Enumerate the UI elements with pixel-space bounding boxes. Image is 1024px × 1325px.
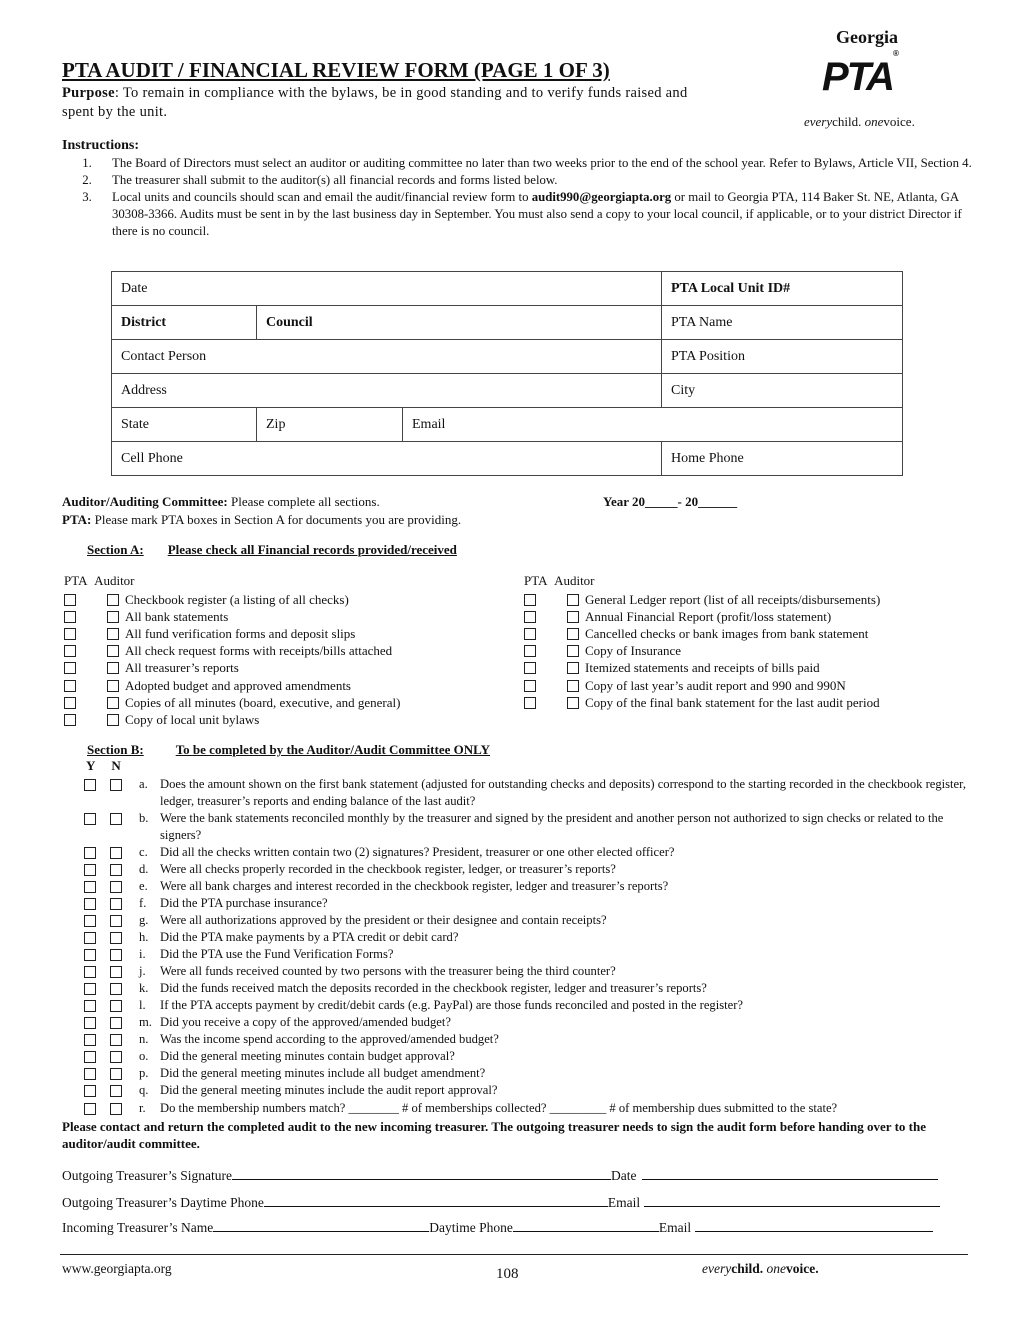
instruction-text: The treasurer shall submit to the auditor(s) all financial records and forms listed below. — [112, 173, 558, 187]
instruction-number: 3. — [82, 190, 92, 204]
no-label: N — [111, 758, 121, 773]
no-checkbox[interactable] — [110, 864, 122, 876]
checklist-label: Copy of local unit bylaws — [125, 711, 260, 727]
yes-checkbox[interactable] — [84, 932, 96, 944]
question-text: Were all checks properly recorded in the checkbook register, ledger, or treasurer’s reports? — [160, 862, 616, 876]
question-letter: i. — [139, 947, 146, 961]
city-field[interactable]: City — [662, 374, 903, 408]
question-letter: o. — [139, 1049, 149, 1063]
pta-checkbox[interactable] — [64, 714, 76, 726]
daytime-phone-field[interactable] — [513, 1218, 659, 1232]
instruction-item — [62, 189, 972, 240]
checklist-label: Adopted budget and approved amendments — [125, 677, 351, 693]
pta-checkbox[interactable] — [524, 611, 536, 623]
auditor-note-label: Auditor/Auditing Committee: — [62, 494, 228, 509]
question-letter: h. — [139, 930, 149, 944]
question-text: Did all the checks written contain two (2) signatures? President, treasurer or one other elected officer? — [160, 845, 675, 859]
checklist-label: Checkbook register (a listing of all checks) — [125, 592, 349, 607]
auditor-checkbox[interactable] — [107, 697, 119, 709]
pta-checkbox[interactable] — [524, 628, 536, 640]
question-text: Do the membership numbers match? ________ # of memberships collected? _________ # of membership dues submitted to the state? — [160, 1101, 838, 1115]
question-letter: a. — [139, 777, 148, 791]
auditor-checkbox[interactable] — [567, 628, 579, 640]
section-b-label: Section B: — [87, 742, 144, 757]
col-header-pta: PTA — [524, 573, 547, 588]
daytime-phone-label: Daytime Phone — [429, 1220, 513, 1235]
form-title: PTA AUDIT / FINANCIAL REVIEW FORM (PAGE 1 OF 3) — [62, 58, 610, 82]
yes-checkbox[interactable] — [84, 847, 96, 859]
pta-checkbox[interactable] — [524, 680, 536, 692]
purpose-body: : To remain in compliance with the bylaws, be in good standing and to verify funds raised and spent by the unit. — [62, 85, 688, 120]
yes-checkbox[interactable] — [84, 864, 96, 876]
year-field[interactable]: Year 20_____- 20______ — [603, 494, 738, 509]
incoming-name-label: Incoming Treasurer’s Name — [62, 1220, 214, 1235]
checklist-label: Copy of the final bank statement for the last audit period — [585, 694, 880, 710]
yes-checkbox[interactable] — [84, 949, 96, 961]
question-letter: m. — [139, 1015, 152, 1029]
no-checkbox[interactable] — [110, 1000, 122, 1012]
section-a-right-header — [524, 573, 595, 589]
auditor-checkbox[interactable] — [567, 594, 579, 606]
email-label: Email — [607, 1195, 641, 1210]
checklist-label: Cancelled checks or bank images from bank statement — [585, 626, 869, 642]
email-field[interactable]: Email — [403, 408, 903, 442]
no-checkbox[interactable] — [110, 1051, 122, 1063]
auditor-note — [62, 494, 380, 510]
instructions-heading: Instructions: — [62, 138, 140, 153]
local-unit-id-field[interactable]: PTA Local Unit ID# — [662, 272, 903, 306]
question-text: Were all bank charges and interest recorded in the checkbook register, ledger and treasurer’s reports? — [160, 879, 669, 893]
contact-person-field[interactable]: Contact Person — [112, 340, 662, 374]
question-letter: n. — [139, 1032, 149, 1046]
no-checkbox[interactable] — [110, 1017, 122, 1029]
question-text: Were all funds received counted by two persons with the treasurer being the third counter? — [160, 964, 616, 978]
question-text: Did the general meeting minutes include all budget amendment? — [160, 1066, 486, 1080]
instructions-list — [62, 155, 972, 240]
email2-line-field[interactable] — [695, 1218, 933, 1232]
checklist-label: All treasurer’s reports — [125, 660, 239, 676]
pta-note-label: PTA: — [62, 512, 92, 527]
yes-checkbox[interactable] — [84, 1017, 96, 1029]
pta-note-text: Please mark PTA boxes in Section A for documents you are providing. — [91, 512, 462, 527]
yes-checkbox[interactable] — [84, 813, 96, 825]
auditor-checkbox[interactable] — [567, 645, 579, 657]
col-header-auditor: Auditor — [94, 573, 135, 588]
question-text: Did you receive a copy of the approved/amended budget? — [160, 1015, 451, 1029]
footer-tagline — [702, 1261, 819, 1277]
pta-checkbox[interactable] — [524, 594, 536, 606]
yes-checkbox[interactable] — [84, 881, 96, 893]
question-text: Does the amount shown on the first bank statement (adjusted for outstanding checks and deposits) correspond to the starting recorded in the checkbook register, ledger, treasurer’s reports and ending balance of the last audit? — [160, 777, 966, 808]
question-text: Did the PTA purchase insurance? — [160, 896, 328, 910]
auditor-checkbox[interactable] — [567, 680, 579, 692]
logo-text: PTA — [822, 55, 894, 99]
tagline-every: every — [804, 114, 833, 129]
no-checkbox[interactable] — [110, 1068, 122, 1080]
date-field[interactable]: Date — [112, 272, 662, 306]
question-letter: f. — [139, 896, 147, 910]
no-checkbox[interactable] — [110, 779, 122, 791]
no-checkbox[interactable] — [110, 1034, 122, 1046]
pta-checkbox[interactable] — [64, 697, 76, 709]
pta-checkbox[interactable] — [64, 594, 76, 606]
pta-tagline — [804, 114, 915, 130]
instruction-item — [62, 155, 972, 172]
question-text: If the PTA accepts payment by credit/debit cards (e.g. PayPal) are those funds reconciled and posted in the register? — [160, 998, 744, 1012]
auditor-checkbox[interactable] — [107, 594, 119, 606]
question-letter: k. — [139, 981, 149, 995]
email-line-field[interactable] — [644, 1193, 940, 1207]
question-text: Were all authorizations approved by the president or their designee and contain receipts? — [160, 913, 607, 927]
yes-checkbox[interactable] — [84, 1085, 96, 1097]
checklist-label: Itemized statements and receipts of bills paid — [585, 660, 820, 676]
pta-logo — [822, 48, 897, 100]
no-checkbox[interactable] — [110, 932, 122, 944]
tagline-child: child. — [832, 114, 862, 129]
yes-checkbox[interactable] — [84, 1051, 96, 1063]
council-field[interactable]: Council — [257, 306, 662, 340]
purpose-text — [62, 84, 702, 122]
no-checkbox[interactable] — [110, 1103, 122, 1115]
pta-name-field[interactable]: PTA Name — [662, 306, 903, 340]
no-checkbox[interactable] — [110, 847, 122, 859]
outgoing-phone-label: Outgoing Treasurer’s Daytime Phone — [62, 1195, 264, 1210]
auditor-checkbox[interactable] — [107, 662, 119, 674]
question-letter: l. — [139, 998, 146, 1012]
question-text: Were the bank statements reconciled monthly by the treasurer and signed by the president and another person not authorized to sign checks or related to the signers? — [160, 811, 944, 842]
instruction-text: The Board of Directors must select an auditor or auditing committee no later than two weeks prior to the end of the school year. Refer to Bylaws, Article VII, Section 4. — [112, 156, 972, 170]
zip-field[interactable]: Zip — [257, 408, 403, 442]
auditor-checkbox[interactable] — [107, 680, 119, 692]
tagline-voice: voice. — [883, 114, 915, 129]
checklist-label: Copies of all minutes (board, executive, and general) — [125, 694, 401, 710]
auditor-checkbox[interactable] — [107, 611, 119, 623]
date-label: Date — [611, 1168, 637, 1183]
unit-info-table — [111, 271, 903, 476]
checklist-label: Annual Financial Report (profit/loss statement) — [585, 609, 832, 625]
section-a-title: Please check all Financial records provided/received — [167, 542, 457, 557]
instruction-text-post: or mail to Georgia PTA, 114 Baker St. NE, Atlanta, GA 30308-3366. Audits must be sent in by the last business day in September. You must also send a copy to your local council, if applicable, or to your district Director if there is no council. — [112, 190, 962, 238]
pta-checkbox[interactable] — [64, 628, 76, 640]
page-number: 108 — [496, 1266, 519, 1282]
checklist-label: All check request forms with receipts/bills attached — [125, 643, 393, 659]
question-letter: p. — [139, 1066, 149, 1080]
pta-checkbox[interactable] — [64, 680, 76, 692]
instruction-text-pre: Local units and councils should scan and email the audit/financial review form to — [112, 190, 532, 204]
question-letter: b. — [139, 811, 149, 825]
footer-voice: voice. — [786, 1261, 819, 1276]
auditor-checkbox[interactable] — [107, 645, 119, 657]
question-text: Was the income spend according to the approved/amended budget? — [160, 1032, 499, 1046]
checklist-label: General Ledger report (list of all receipts/disbursements) — [585, 592, 881, 607]
cell-phone-field[interactable]: Cell Phone — [112, 442, 662, 476]
section-b-heading — [87, 742, 490, 758]
footer-child: child. — [731, 1261, 764, 1276]
question-letter: q. — [139, 1083, 149, 1097]
footer-website[interactable]: www.georgiapta.org — [62, 1261, 172, 1276]
logo-mark: ® — [893, 48, 897, 58]
question-text: Did the general meeting minutes include the audit report approval? — [160, 1083, 498, 1097]
pta-checkbox[interactable] — [524, 645, 536, 657]
no-checkbox[interactable] — [110, 915, 122, 927]
section-a-left-header — [64, 573, 135, 589]
no-checkbox[interactable] — [110, 983, 122, 995]
footer-divider — [60, 1254, 968, 1255]
date-line-field[interactable] — [642, 1166, 938, 1180]
section-a-label: Section A: — [87, 542, 144, 557]
instruction-item — [62, 172, 972, 189]
pta-checkbox[interactable] — [524, 662, 536, 674]
yes-label: Y — [86, 758, 96, 773]
question-letter: c. — [139, 845, 148, 859]
pta-checkbox[interactable] — [524, 697, 536, 709]
incoming-name-field[interactable] — [213, 1218, 429, 1232]
outgoing-signature-label: Outgoing Treasurer’s Signature — [62, 1168, 232, 1183]
section-b-title: To be completed by the Auditor/Audit Committee ONLY — [175, 742, 490, 757]
address-field[interactable]: Address — [112, 374, 662, 408]
district-field[interactable]: District — [112, 306, 257, 340]
closing-instruction: Please contact and return the completed audit to the new incoming treasurer. The outgoing treasurer needs to sign the audit form before handing over to the auditor/audit committee. — [62, 1119, 926, 1151]
auditor-checkbox[interactable] — [567, 697, 579, 709]
no-checkbox[interactable] — [110, 1085, 122, 1097]
question-letter: j. — [139, 964, 146, 978]
no-checkbox[interactable] — [110, 966, 122, 978]
tagline-one: one — [864, 114, 884, 129]
instruction-number: 1. — [82, 156, 92, 170]
yes-no-header — [86, 758, 121, 774]
pta-checkbox[interactable] — [64, 662, 76, 674]
pta-checkbox[interactable] — [64, 611, 76, 623]
no-checkbox[interactable] — [110, 949, 122, 961]
instruction-text — [112, 189, 972, 240]
question-letter: e. — [139, 879, 148, 893]
auditor-checkbox[interactable] — [567, 662, 579, 674]
instruction-number: 2. — [82, 173, 92, 187]
yes-checkbox[interactable] — [84, 898, 96, 910]
outgoing-signature-field[interactable] — [232, 1166, 611, 1180]
checklist-label: Copy of Insurance — [585, 643, 682, 659]
email2-label: Email — [658, 1220, 692, 1235]
yes-checkbox[interactable] — [84, 1000, 96, 1012]
pta-checkbox[interactable] — [64, 645, 76, 657]
pta-position-field[interactable]: PTA Position — [662, 340, 903, 374]
auditor-checkbox[interactable] — [567, 611, 579, 623]
no-checkbox[interactable] — [110, 881, 122, 893]
home-phone-field[interactable]: Home Phone — [662, 442, 903, 476]
question-text: Did the PTA make payments by a PTA credit or debit card? — [160, 930, 459, 944]
col-header-pta: PTA — [64, 573, 87, 588]
purpose-label: Purpose — [62, 85, 115, 101]
section-a-heading — [87, 542, 457, 558]
state-field[interactable]: State — [112, 408, 257, 442]
col-header-auditor: Auditor — [554, 573, 595, 588]
auditor-note-text: Please complete all sections. — [227, 494, 380, 509]
auditor-checkbox[interactable] — [107, 714, 119, 726]
auditor-checkbox[interactable] — [107, 628, 119, 640]
state-name: Georgia — [836, 27, 898, 47]
checklist-label: Copy of last year’s audit report and 990 and 990N — [585, 677, 846, 693]
checklist-label: All bank statements — [125, 609, 229, 625]
yes-checkbox[interactable] — [84, 779, 96, 791]
question-text: Did the PTA use the Fund Verification Forms? — [160, 947, 394, 961]
incoming-name-line — [62, 1218, 933, 1236]
question-text: Did the general meeting minutes contain budget approval? — [160, 1049, 455, 1063]
yes-checkbox[interactable] — [84, 1034, 96, 1046]
footer-every: every — [702, 1261, 732, 1276]
footer-one: one — [766, 1261, 786, 1276]
no-checkbox[interactable] — [110, 898, 122, 910]
audit-email-link[interactable]: audit990@georgiapta.org — [531, 190, 672, 204]
yes-checkbox[interactable] — [84, 1103, 96, 1115]
yes-checkbox[interactable] — [84, 1068, 96, 1080]
checklist-label: All fund verification forms and deposit slips — [125, 626, 356, 642]
no-checkbox[interactable] — [110, 813, 122, 825]
question-letter: d. — [139, 862, 149, 876]
pta-note — [62, 512, 461, 528]
yes-checkbox[interactable] — [84, 983, 96, 995]
yes-checkbox[interactable] — [84, 915, 96, 927]
outgoing-phone-field[interactable] — [264, 1193, 608, 1207]
outgoing-phone-line — [62, 1193, 940, 1211]
outgoing-signature-line — [62, 1166, 938, 1184]
yes-checkbox[interactable] — [84, 966, 96, 978]
question-text: Did the funds received match the deposits recorded in the checkbook register, ledger and treasurer’s reports? — [160, 981, 707, 995]
question-letter: g. — [139, 913, 149, 927]
question-letter: r. — [139, 1101, 146, 1115]
